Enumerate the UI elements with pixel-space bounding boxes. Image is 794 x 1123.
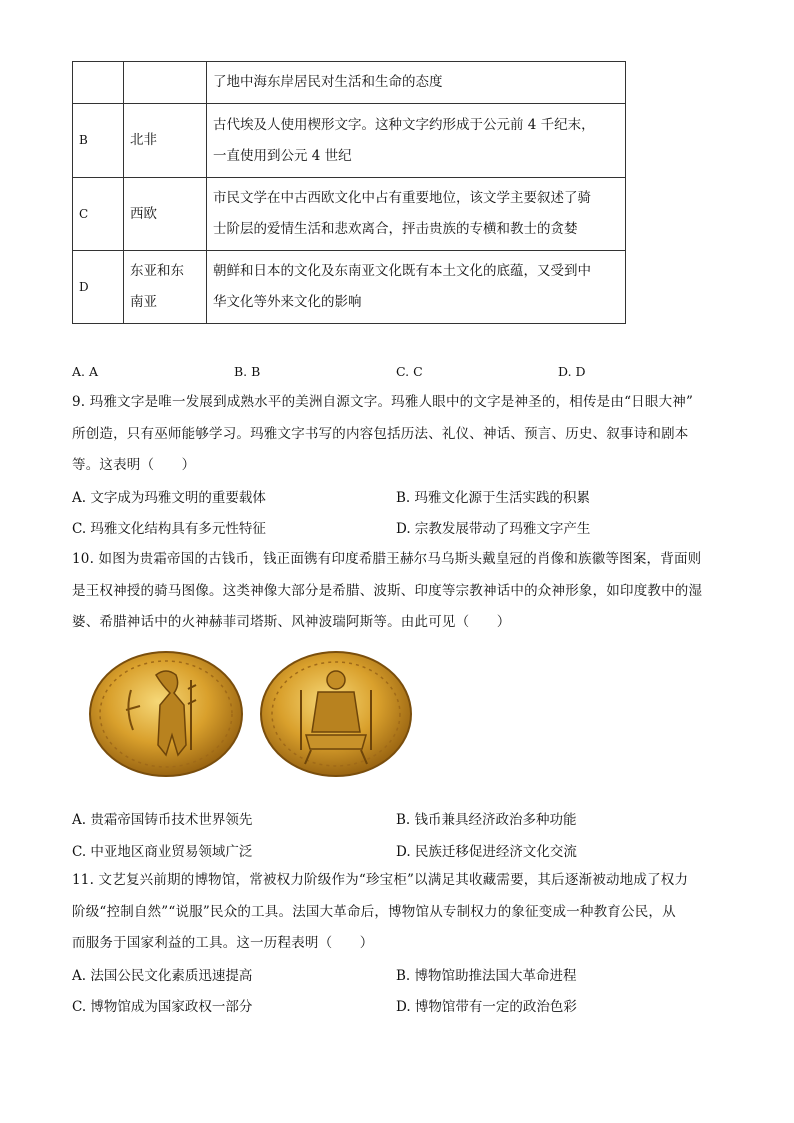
coin-obverse xyxy=(90,652,242,776)
option-c[interactable]: C. 玛雅文化结构具有多元性特征 xyxy=(72,521,266,537)
table-row xyxy=(73,251,626,324)
option-d[interactable]: D. 民族迁移促进经济文化交流 xyxy=(396,844,577,860)
choice-c[interactable]: C. C xyxy=(396,364,423,379)
option-cell: D xyxy=(73,251,124,324)
description-line: 一直使用到公元 4 世纪 xyxy=(213,147,352,164)
description-line: 朝鲜和日本的文化及东南亚文化既有本土文化的底蕴，又受到中 xyxy=(213,263,591,279)
region-line: 北非 xyxy=(130,132,157,148)
table-row xyxy=(73,62,626,104)
question-10-stem xyxy=(72,544,720,639)
question-line: 阶级“控制自然”“说服”民众的工具。法国大革命后，博物馆从专制权力的象征变成一种教育公民，从 xyxy=(72,903,676,920)
question-11-stem xyxy=(72,865,720,960)
question-line: 而服务于国家利益的工具。这一历程表明（ ） xyxy=(72,935,374,951)
option-d[interactable]: D. 博物馆带有一定的政治色彩 xyxy=(396,999,577,1015)
description-cell xyxy=(207,104,626,178)
question-line: 10. 如图为贵霜帝国的古钱币，钱正面镌有印度希腊王赫尔马乌斯头戴皇冠的肖像和族徽等图案，背面则 xyxy=(72,551,702,567)
option-a[interactable]: A. 贵霜帝国铸币技术世界领先 xyxy=(72,812,253,828)
option-d[interactable]: D. 宗教发展带动了玛雅文字产生 xyxy=(396,521,591,537)
description-line: 古代埃及人使用楔形文字。这种文字约形成于公元前 4 千纪末， xyxy=(213,116,595,133)
region-cell xyxy=(124,178,207,251)
kushan-coins-image xyxy=(86,650,416,778)
region-cell xyxy=(124,62,207,104)
description-cell xyxy=(207,251,626,324)
description-line: 了地中海东岸居民对生活和生命的态度 xyxy=(213,74,443,90)
description-line: 华文化等外来文化的影响 xyxy=(213,294,362,310)
choice-a[interactable]: A. A xyxy=(72,364,99,379)
answer-options-table xyxy=(72,61,626,324)
description-cell xyxy=(207,178,626,251)
region-line: 东亚和东 xyxy=(130,263,184,279)
region-line: 西欧 xyxy=(130,205,157,222)
question-line: 等。这表明（ ） xyxy=(72,457,196,473)
question-line: 婆、希腊神话中的火神赫菲司塔斯、风神波瑞阿斯等。由此可见（ ） xyxy=(72,614,511,630)
question-9-stem xyxy=(72,387,720,482)
question-line: 9. 玛雅文字是唯一发展到成熟水平的美洲自源文字。玛雅人眼中的文字是神圣的，相传是由“日眼大神” xyxy=(72,394,694,410)
option-b[interactable]: B. 玛雅文化源于生活实践的积累 xyxy=(396,490,591,506)
description-line: 市民文学在中古西欧文化中占有重要地位，该文学主要叙述了骑 xyxy=(213,190,591,206)
option-b[interactable]: B. 钱币兼具经济政治多种功能 xyxy=(396,812,577,828)
option-cell xyxy=(73,62,124,104)
table-row xyxy=(73,178,626,251)
option-c[interactable]: C. 博物馆成为国家政权一部分 xyxy=(72,999,253,1015)
option-c[interactable]: C. 中亚地区商业贸易领域广泛 xyxy=(72,844,253,860)
choice-d[interactable]: D. D xyxy=(558,364,586,379)
table-row xyxy=(73,104,626,178)
description-line: 士阶层的爱情生活和悲欢离合，抨击贵族的专横和教士的贪婪 xyxy=(213,221,578,237)
region-cell xyxy=(124,251,207,324)
option-a[interactable]: A. 法国公民文化素质迅速提高 xyxy=(72,968,253,984)
option-cell: B xyxy=(73,104,124,178)
choice-b[interactable]: B. B xyxy=(234,364,261,379)
region-line: 南亚 xyxy=(130,294,157,310)
question-line: 所创造，只有巫师能够学习。玛雅文字书写的内容包括历法、礼仪、神话、预言、历史、叙事诗和剧本 xyxy=(72,425,689,442)
question-line: 11. 文艺复兴前期的博物馆，常被权力阶级作为“珍宝柜”以满足其收藏需要，其后逐渐被动地成了权力 xyxy=(72,872,689,888)
option-a[interactable]: A. 文字成为玛雅文明的重要载体 xyxy=(72,490,266,506)
description-cell xyxy=(207,62,626,104)
option-cell: C xyxy=(73,178,124,251)
coin-reverse xyxy=(261,652,411,776)
region-cell xyxy=(124,104,207,178)
question-line: 是王权神授的骑马图像。这类神像大部分是希腊、波斯、印度等宗教神话中的众神形象，如印度教中的湿 xyxy=(72,582,703,599)
option-b[interactable]: B. 博物馆助推法国大革命进程 xyxy=(396,968,577,984)
